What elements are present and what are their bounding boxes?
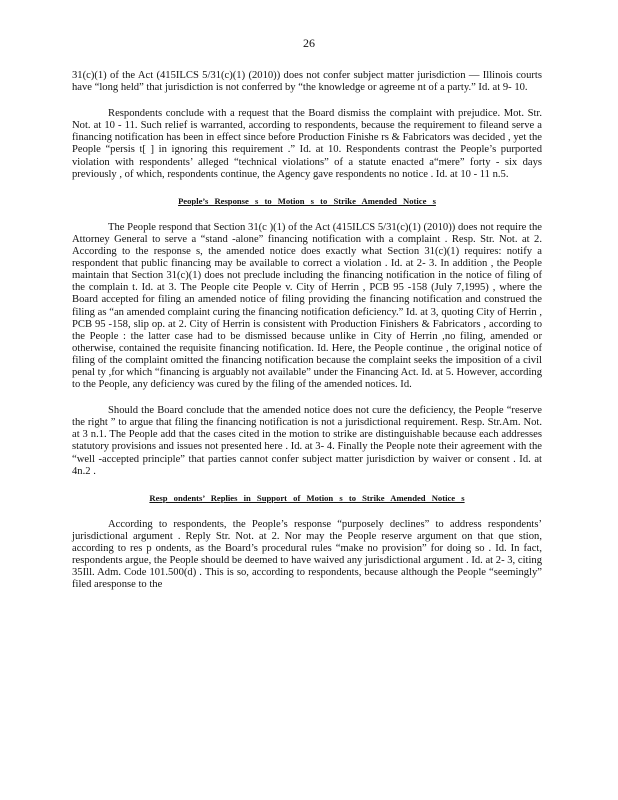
- paragraph-should-the-board: Should the Board conclude that the amended notice does not cure the deficiency, the People “reserve the right ” to argue that filing the financing notification is not a jurisdictional requirement. Resp. Str.Am. Not. at 3 n.1. The People add that the cases cited in the motion to strike are distinguishable because each addresses statutory provisions and issues not presented here . Id. at 3- 4. Finally the People note their agreement with the “well -accepted principle” that parties cannot confer subject matter jurisdiction by waiver or consent . Id. at 4n.2 .: [72, 405, 542, 477]
- page-number: 26: [303, 36, 315, 50]
- paragraph-according-to-respondents: According to respondents, the People’s response “purposely declines” to address respondents’ jurisdictional argument . Reply Str. Not. at 2. Nor may the People reserve argument on that que stion, according to res p ondents, as the Board’s procedural rules “make no provision” for doing so . Id. In fact, respondents argue, the People should be deemed to have waived any jurisdictional argument . Id. at 2- 3, citing 35Ill. Adm. Code 101.500(d) . This is so, according to respondents, because although the People “seemingly” filed aresponse to the: [72, 518, 542, 591]
- section-heading-peoples-responses: People’s Response s to Motion s to Strike Amended Notice s: [178, 195, 436, 206]
- section-heading-respondents-replies: Resp ondents’ Replies in Support of Motion s to Strike Amended Notice s: [149, 492, 465, 503]
- document-body: [72, 70, 542, 605]
- paragraph-respondents-conclude: Respondents conclude with a request that the Board dismiss the complaint with prejudice. Mot. Str. Not. at 10 - 11. Such relief is warranted, according to respondents, because the requirement to fileand serve a financing notification has been in effect since before Production Finishe rs & Fabricators was decided , yet the People “persis t[ ] in ignoring this requirement .” Id. at 10. Respondents contrast the People’s purported violation with respondents’ alleged “technical violations” of a statute enacted a“mere” forty - six days previously , of which, respondents continue, the Agency gave respondents no notice . Id. at 10 - 11 n.5.: [72, 108, 542, 180]
- paragraph-people-respond: The People respond that Section 31(c )(1) of the Act (415ILCS 5/31(c)(1) (2010)) does not require the Attorney General to serve a “stand -alone” financing notification with a complaint . Resp. Str. Not. at 2. According to the response s, the amended notice does exactly what Section 31(c)(1) requires: notify a respondent that public financing may be available to correct a violation . Id. at 2- 3. In addition , the People maintain that Section 31(c)(1) does not preclude including the financing notification in the notice of filing of the complain t. Id. at 3. The People cite People v. City of Herrin , PCB 95 -158 (July 7,1995) , where the Board accepted for filing an amended notice of filing providing the financing notification and construed the filing as “an amended complaint curing the financing notification deficiency.” Id. at 3, quoting City of Herrin , PCB 95 -158, slip op. at 2. City of Herrin is consistent with Production Finishers & Fabricators , according to the People : the latter case had to be dismissed because unlike in City of Herrin ,no filing, amended or otherwise, contained the requisite financing notification. Id. Here, the People continue , the original notice of filing of the complaint omitted the financing notification because the complaint seeks the imposition of a civil penal ty ,for which “financing is arguably not available” under the Financing Act. Id. at 5. However, according to the People, any deficiency was cured by the filing of the amended notices. Id.: [72, 221, 542, 391]
- paragraph-continuation: 31(c)(1) of the Act (415ILCS 5/31(c)(1) (2010)) does not confer subject matter jurisdiction — Illinois courts have “long held” that jurisdiction is not conferred by “the knowledge or agreeme nt of a party.” Id. at 9- 10.: [72, 70, 542, 94]
